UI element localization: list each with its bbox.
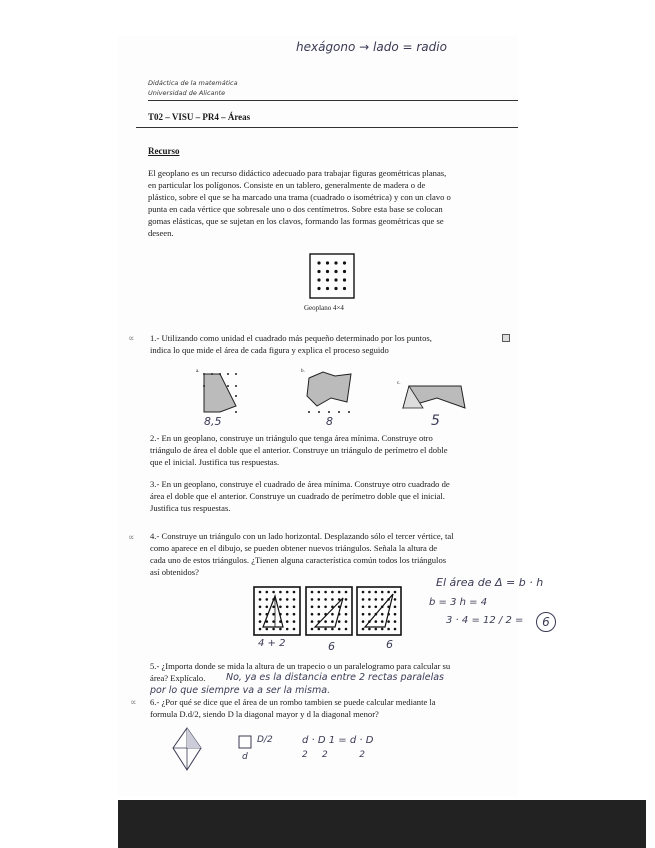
answer-4c: 6 bbox=[386, 638, 393, 651]
geoboard-peg bbox=[394, 628, 397, 631]
question-4-line: 4.- Construye un triángulo con un lado horizontal. Desplazando sólo el tercer vértice, tal bbox=[150, 531, 454, 541]
geoboard-peg bbox=[331, 620, 334, 623]
geoboard-peg bbox=[272, 613, 275, 616]
title-rule bbox=[136, 127, 518, 128]
geoboard-peg bbox=[259, 620, 262, 623]
answer-1b: 8 bbox=[326, 415, 333, 428]
section-title: Recurso bbox=[148, 146, 180, 156]
geoboard-peg bbox=[318, 628, 321, 631]
geoboard-peg bbox=[368, 591, 371, 594]
geoboard-peg bbox=[387, 606, 390, 609]
question-2-line: 2.- En un geoplano, construye un triángulo que tenga área mínima. Construye otro bbox=[150, 433, 433, 443]
geoboard-peg bbox=[259, 598, 262, 601]
unit-square-icon bbox=[502, 334, 511, 343]
intro-line: gomas elásticas, que se sujetan en los clavos, formando las formas geométricas que se bbox=[148, 216, 444, 226]
geoboard-peg bbox=[345, 613, 348, 616]
geoboard-peg bbox=[362, 606, 365, 609]
geoboard-peg bbox=[266, 598, 269, 601]
answer-5-line: por lo que siempre va a ser la misma. bbox=[150, 685, 331, 696]
geoboard-peg bbox=[324, 591, 327, 594]
geoboard-peg bbox=[331, 628, 334, 631]
rectangle-sketch bbox=[238, 735, 252, 749]
geoboard-peg bbox=[331, 606, 334, 609]
geoboard-peg bbox=[362, 598, 365, 601]
geoboard-peg bbox=[345, 620, 348, 623]
geoboard-peg bbox=[375, 620, 378, 623]
figure-b bbox=[301, 368, 359, 416]
geoboard-peg bbox=[324, 598, 327, 601]
geoboard-peg bbox=[387, 620, 390, 623]
geoboard-peg bbox=[381, 613, 384, 616]
answer-6-denominators: 2 2 2 bbox=[302, 750, 365, 760]
geoboard-peg bbox=[293, 591, 296, 594]
geoboard-peg bbox=[345, 591, 348, 594]
geoboard-peg bbox=[311, 620, 314, 623]
header-course: Didáctica de la matemática bbox=[148, 79, 238, 87]
geoboard-peg bbox=[279, 598, 282, 601]
question-2-line: triángulo de área el doble que el anterior. Construye un triángulo de perímetro el doble bbox=[150, 445, 448, 455]
geoboard-peg bbox=[338, 628, 341, 631]
geoboard-peg bbox=[266, 613, 269, 616]
answer-4a: 4 + 2 bbox=[258, 638, 286, 649]
geoboard-peg bbox=[338, 620, 341, 623]
figure-c bbox=[399, 380, 469, 414]
geoboard-peg bbox=[318, 598, 321, 601]
geoboard-peg bbox=[345, 598, 348, 601]
geoboard-peg bbox=[311, 598, 314, 601]
triangle-base-height: b = 3 h = 4 bbox=[429, 597, 488, 608]
question-3-line: 3.- En un geoplano, construye el cuadrado de área mínima. Construye otro cuadrado de bbox=[150, 479, 450, 489]
geoboard-peg bbox=[272, 591, 275, 594]
geoboard-peg bbox=[293, 620, 296, 623]
geoboard-peg bbox=[259, 606, 262, 609]
geoboard-peg bbox=[266, 628, 269, 631]
answer-6-label: D/2 bbox=[257, 735, 273, 745]
geoboard-peg bbox=[311, 606, 314, 609]
intro-line: deseen. bbox=[148, 228, 174, 238]
geoboard-peg bbox=[324, 613, 327, 616]
geoboard-peg bbox=[311, 591, 314, 594]
geoboard-peg bbox=[318, 606, 321, 609]
geoboard-peg bbox=[259, 613, 262, 616]
margin-mark: ∝ bbox=[128, 533, 135, 543]
geoboard-peg bbox=[387, 591, 390, 594]
intro-line: punta en cada vértice que sobresale uno o dos centímetros. Sobre esta base se colocan bbox=[148, 204, 443, 214]
scan-border bbox=[118, 800, 646, 848]
geoboard-peg bbox=[266, 606, 269, 609]
geoboard-peg bbox=[381, 628, 384, 631]
geoboard-peg bbox=[375, 598, 378, 601]
answer-1a: 8,5 bbox=[204, 415, 222, 428]
geoboard-peg bbox=[286, 606, 289, 609]
geoboard-peg bbox=[272, 628, 275, 631]
geoboard-peg bbox=[279, 606, 282, 609]
intro-line: plástico, sobre el que se ha marcado una trama (cuadrado o isométrica) y con un clavo o bbox=[148, 192, 451, 202]
triangle-geoplanos bbox=[253, 586, 403, 638]
geoboard-peg bbox=[381, 591, 384, 594]
geoboard-peg bbox=[362, 591, 365, 594]
geoboard-peg bbox=[311, 628, 314, 631]
question-6-line: 6.- ¿Por qué se dice que el área de un rombo tambien se puede calcular mediante la bbox=[150, 697, 436, 707]
geoboard-peg bbox=[331, 598, 334, 601]
geoboard-peg bbox=[387, 598, 390, 601]
geoboard-peg bbox=[345, 606, 348, 609]
geoboard-peg bbox=[375, 613, 378, 616]
question-4-line: como aparece en el dibujo, se pueden obtener nuevos triángulos. Señala la altura de bbox=[150, 543, 438, 553]
triangle-result-circled: 6 bbox=[536, 612, 556, 632]
geoboard-peg bbox=[368, 628, 371, 631]
geoboard-peg bbox=[279, 591, 282, 594]
answer-6-formula: d · D 1 = d · D bbox=[302, 735, 374, 746]
geoboard-peg bbox=[286, 613, 289, 616]
geoboard-peg bbox=[259, 591, 262, 594]
answer-5-line: No, ya es la distancia entre 2 rectas paralelas bbox=[226, 672, 444, 683]
handwritten-top-note: hexágono → lado = radio bbox=[296, 40, 447, 54]
geoboard-2 bbox=[306, 587, 352, 635]
geoboard-peg bbox=[345, 628, 348, 631]
geoboard-peg bbox=[331, 591, 334, 594]
header-university: Universidad de Alicante bbox=[148, 89, 226, 97]
figure-c-label: c. bbox=[397, 381, 401, 386]
geoboard-peg bbox=[259, 628, 262, 631]
geoboard-peg bbox=[272, 598, 275, 601]
geoplano-figure bbox=[309, 253, 355, 305]
geoboard-peg bbox=[286, 628, 289, 631]
header-rule bbox=[148, 100, 518, 101]
geoboard-peg bbox=[279, 620, 282, 623]
question-2-line: que el inicial. Justifica tus respuestas. bbox=[150, 457, 280, 467]
geoboard-peg bbox=[293, 613, 296, 616]
document-title: T02 – VISU – PR4 – Áreas bbox=[148, 112, 251, 122]
geoboard-peg bbox=[286, 591, 289, 594]
geoboard-peg bbox=[293, 628, 296, 631]
triangle-calculation: 3 · 4 = 12 / 2 = bbox=[446, 615, 524, 626]
margin-mark: ∝ bbox=[130, 698, 137, 708]
rhombus-sketch bbox=[170, 726, 204, 772]
geoboard-peg bbox=[318, 613, 321, 616]
question-5-line: área? Explícalo. bbox=[150, 673, 206, 683]
question-6-line: formula D.d/2, siendo D la diagonal mayor y d la diagonal menor? bbox=[150, 709, 379, 719]
geoboard-peg bbox=[338, 613, 341, 616]
geoboard-peg bbox=[368, 613, 371, 616]
margin-mark: ∝ bbox=[128, 334, 135, 344]
geoboard-peg bbox=[331, 613, 334, 616]
geoboard-peg bbox=[394, 613, 397, 616]
geoboard-peg bbox=[266, 620, 269, 623]
intro-line: El geoplano es un recurso didáctico adecuado para trabajar figuras geométricas planas, bbox=[148, 168, 447, 178]
geoboard-peg bbox=[311, 613, 314, 616]
geoboard-peg bbox=[362, 613, 365, 616]
geoboard-peg bbox=[394, 591, 397, 594]
geoboard-peg bbox=[387, 628, 390, 631]
geoboard-peg bbox=[394, 620, 397, 623]
geoboard-peg bbox=[338, 591, 341, 594]
geoboard-peg bbox=[362, 628, 365, 631]
geoboard-peg bbox=[279, 628, 282, 631]
triangle-area-note: El área de Δ = b · h bbox=[436, 576, 544, 589]
geoboard-peg bbox=[318, 620, 321, 623]
question-1-line: 1.- Utilizando como unidad el cuadrado más pequeño determinado por los puntos, bbox=[150, 333, 432, 343]
question-3-line: Justifica tus respuestas. bbox=[150, 503, 231, 513]
geoboard-peg bbox=[368, 620, 371, 623]
figure-a-label: a. bbox=[196, 369, 200, 374]
geoboard-peg bbox=[375, 606, 378, 609]
geoboard-3 bbox=[357, 587, 401, 635]
answer-4b: 6 bbox=[328, 640, 335, 653]
geoboard-peg bbox=[272, 606, 275, 609]
geoboard-peg bbox=[324, 628, 327, 631]
question-5-line: 5.- ¿Importa donde se mida la altura de un trapecio o un paralelogramo para calcular su bbox=[150, 661, 451, 671]
figure-a bbox=[196, 368, 246, 416]
figure-b-label: b. bbox=[301, 369, 305, 374]
geoboard-peg bbox=[381, 598, 384, 601]
question-1-line: indica lo que mide el área de cada figura y explica el proceso seguido bbox=[150, 345, 389, 355]
geoboard-peg bbox=[338, 598, 341, 601]
question-3-line: área el doble que el anterior. Construye un cuadrado de perímetro doble que el inicial. bbox=[150, 491, 445, 501]
geoboard-peg bbox=[324, 606, 327, 609]
geoboard-peg bbox=[266, 591, 269, 594]
question-4-line: así obtenidos? bbox=[150, 567, 199, 577]
geoboard-peg bbox=[293, 606, 296, 609]
geoboard-peg bbox=[362, 620, 365, 623]
geoboard-peg bbox=[338, 606, 341, 609]
geoboard-peg bbox=[375, 628, 378, 631]
geoboard-peg bbox=[394, 598, 397, 601]
answer-1c: 5 bbox=[431, 413, 440, 429]
geoboard-peg bbox=[318, 591, 321, 594]
geoboard-peg bbox=[286, 598, 289, 601]
geoboard-peg bbox=[272, 620, 275, 623]
geoboard-peg bbox=[387, 613, 390, 616]
geoboard-peg bbox=[279, 613, 282, 616]
geoboard-peg bbox=[381, 620, 384, 623]
geoboard-peg bbox=[375, 591, 378, 594]
geoboard-peg bbox=[286, 620, 289, 623]
answer-6-d: d bbox=[242, 752, 248, 762]
geoboard-1 bbox=[254, 587, 300, 635]
geoboard-peg bbox=[324, 620, 327, 623]
geoboard-peg bbox=[394, 606, 397, 609]
intro-line: en particular los polígonos. Consiste en un tablero, generalmente de madera o de bbox=[148, 180, 426, 190]
geoboard-peg bbox=[293, 598, 296, 601]
geoboard-peg bbox=[368, 606, 371, 609]
geoboard-peg bbox=[381, 606, 384, 609]
geoboard-peg bbox=[368, 598, 371, 601]
geoplano-caption: Geoplano 4×4 bbox=[304, 304, 344, 312]
question-4-line: cada uno de estos triángulos. ¿Tienen alguna característica común todos los triángulos bbox=[150, 555, 447, 565]
